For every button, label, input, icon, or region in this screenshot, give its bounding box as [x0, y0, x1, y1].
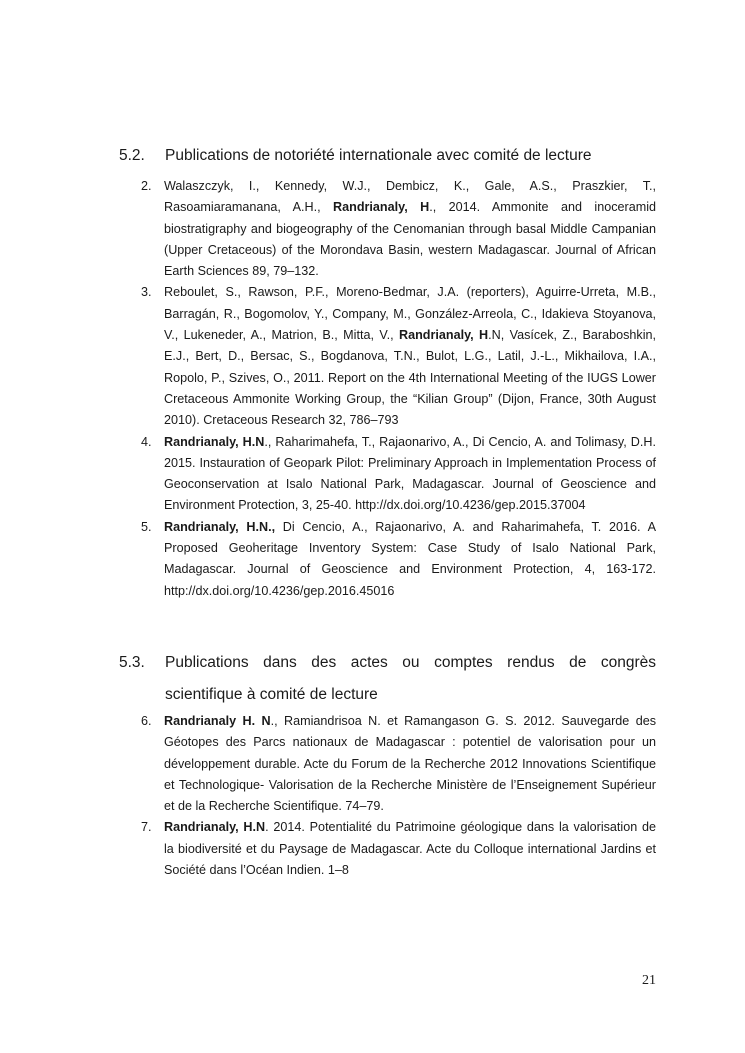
section-heading-5-2 — [119, 140, 656, 172]
reference-list-5-2 — [119, 176, 656, 602]
reference-author-highlight: Randrianaly, H.N — [164, 820, 266, 835]
section-heading-5-3 — [119, 647, 656, 711]
reference-item — [119, 711, 656, 817]
reference-details: . 2014. Potentialité du Patrimoine géologique dans la valorisation de la biodiversité et du Paysage de Madagascar. Acte du Colloque international Jardins et Société dans l’Océan Indien. 1–8 — [164, 820, 656, 878]
section-title — [165, 647, 656, 711]
reference-number: 2. — [141, 179, 152, 193]
reference-number: 3. — [141, 285, 152, 300]
reference-item — [119, 282, 656, 431]
reference-number: 5. — [141, 519, 152, 534]
reference-details: ., Raharimahefa, T., Rajaonarivo, A., Di Cencio, A. and Tolimasy, D.H. 2015. Instauration of Geopark Pilot: Preliminary Approach in Implementation Process of Geoconservation at Isalo National Park, Madagascar. Journal of Geoscience and Environment Protection, 3, 25-40. http://dx.doi.org/10.4236/gep.2015.37004 — [164, 434, 656, 513]
reference-number: 6. — [141, 714, 152, 728]
reference-details: Di Cencio, A., Rajaonarivo, A. and Raharimahefa, T. 2016. A Proposed Geoheritage Inventory System: Case Study of Isalo National Park, Madagascar. Journal of Geoscience and Environment Protection, 4, 163-172. http://dx.doi.org/10.4236/gep.2016.45016 — [164, 519, 656, 598]
section-number: 5.3. — [119, 654, 145, 671]
reference-author-highlight: Randrianaly, H.N — [164, 434, 265, 449]
reference-author-highlight: Randrianaly, H — [398, 328, 489, 343]
reference-author-highlight: Randrianaly, H.N., — [164, 519, 276, 534]
section-title-line: Publications dans des actes ou comptes rendus de congrès — [165, 654, 656, 671]
reference-authors: Reboulet, S., Rawson, P.F., Moreno-Bedmar, J.A. (reporters), Aguirre-Urreta, M.B., Barragán, R., Bogomolov, Y., Company, M., González-Arreola, C., Idakieva Stoyanova, V., Lukeneder, A., Matrion, B., Mitta, V., — [164, 285, 656, 343]
section-title: Publications de notoriété internationale avec comité de lecture — [165, 147, 592, 164]
reference-details: .N, Vasícek, Z., Baraboshkin, E.J., Bert, D., Bersac, S., Bogdanova, T.N., Bulot, L.G., Latil, J.-L., Mikhailova, I.A., Ropolo, P., Szives, O., 2011. Report on the 4th International Meeting of the IUGS Lower Cretaceous Ammonite Working Group, the “Kilian Group” (Dijon, France, 30th August 2010). Cretaceous Research 32, 786–793 — [164, 328, 656, 428]
reference-list-5-3 — [119, 711, 656, 881]
section-number: 5.2. — [119, 147, 145, 164]
reference-authors: Walaszczyk, I., Kennedy, W.J., Dembicz, K., Gale, A.S., Praszkier, T., Rasoamiaramanana, A.H., — [164, 179, 656, 215]
reference-item — [119, 517, 656, 602]
reference-author-highlight: Randrianaly, H — [333, 200, 430, 215]
section-title-line: scientifique à comité de lecture — [165, 686, 378, 703]
reference-details: ., 2014. Ammonite and inoceramid biostratigraphy and biogeography of the Cenomanian through basal Middle Campanian (Upper Cretaceous) of the Morondava Basin, western Madagascar. Journal of African Earth Sciences 89, 79–132. — [164, 200, 657, 279]
reference-item — [119, 176, 656, 282]
reference-item — [119, 432, 656, 517]
reference-number: 4. — [141, 434, 152, 449]
reference-item — [119, 817, 656, 881]
reference-number: 7. — [141, 820, 152, 835]
reference-author-highlight: Randrianaly H. N — [164, 714, 271, 728]
page-number: 21 — [642, 973, 656, 988]
reference-details: ., Ramiandrisoa N. et Ramangason G. S. 2012. Sauvegarde des Géotopes des Parcs nationaux de Madagascar : potentiel de valorisation pour un développement durable. Acte du Forum de la Recherche 2012 Innovations Scientifique et Technologique- Valorisation de la Recherche Ministère de l’Enseignement Supérieur et de la Recherche Scientifique. 74–79. — [164, 714, 657, 814]
